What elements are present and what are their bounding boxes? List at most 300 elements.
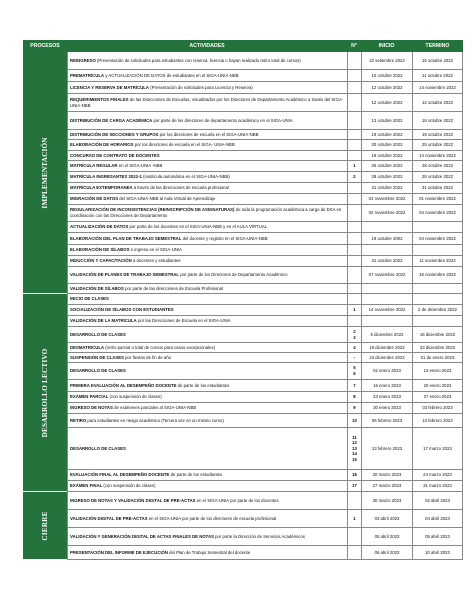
activity-cell [67, 284, 347, 293]
week-number [347, 343, 361, 352]
calendar-table [23, 52, 463, 560]
end-date: 18 octubre 2022 [412, 112, 463, 129]
table-row [67, 151, 463, 161]
activity-detail: del docente y registro en el SIGA-UNIA-NBB [181, 235, 268, 241]
activity-detail: en el SIGA-UNIA por parte de los docentes [195, 497, 279, 503]
end-date: 05 abril 2023 [412, 528, 463, 545]
week-number [347, 94, 361, 111]
week-number-value: 7 [353, 382, 356, 388]
week-number [347, 294, 361, 304]
week-number [347, 353, 361, 362]
end-date: 23 diciembre 2022 [412, 343, 463, 352]
activity-detail: del Plan de Trabajo Semestral del docente [167, 549, 251, 555]
process-desarrollo [23, 294, 67, 492]
week-number [347, 528, 361, 545]
activity-title: DISTRIBUCIÓN DE SECCIONES Y GRUPOS [70, 131, 159, 137]
academic-calendar-page [23, 40, 463, 600]
activity-title: REQUERIMIENTOS FINALES [70, 96, 129, 102]
table-row [67, 510, 463, 528]
activity-title: MATRÍCULA INGRESANTES 2022-1 [70, 174, 142, 180]
table-row [67, 428, 463, 470]
activity-detail: de exámenes parciales al SIGA-UNIA-NBB [112, 405, 197, 411]
activity-text [70, 73, 239, 79]
table-row [67, 546, 463, 560]
activity-cell [67, 52, 347, 69]
activity-detail: por las Direcciones de Escuela en el SIGA-UNIA [136, 318, 231, 324]
activity-text [70, 132, 259, 138]
activity-text [70, 318, 231, 324]
activity-text [70, 383, 229, 389]
activity-detail: de toda la programación académica a cargo de DSA en coordinación con las Direcciones de Departamento [70, 207, 342, 218]
activity-text [70, 405, 196, 411]
end-date: 14 noviembre 2022 [412, 151, 463, 160]
activity-title: PRESENTACIÓN DEL INFORME DE EJECUCIÓN [70, 549, 168, 555]
activity-text [70, 345, 215, 351]
process-label: IMPLEMENTACIÓN [41, 136, 49, 209]
activity-cell [67, 528, 347, 545]
end-date: 01 de enero 2023 [412, 353, 463, 362]
activity-cell [67, 428, 347, 469]
start-date [361, 294, 412, 304]
start-date: 02 noviembre 2022 [361, 205, 412, 221]
activity-title: LICENCIA Y RESERVA DE MATRÍCULA [70, 84, 150, 90]
activity-title: ELABORACIÓN DE HORARIOS [70, 142, 134, 148]
activity-cell [67, 492, 347, 509]
end-date: 28 octubre 2022 [412, 172, 463, 182]
start-date: 24 diciembre 2022 [361, 353, 412, 362]
table-row [67, 140, 463, 151]
start-date: 31 octubre 2022 [361, 256, 412, 266]
activity-cell [67, 403, 347, 413]
week-number-value: 2 3 [353, 328, 356, 340]
week-number [347, 305, 361, 315]
week-number [347, 481, 361, 491]
activity-cell [67, 316, 347, 326]
week-number [347, 172, 361, 182]
activity-detail: por parte la Dirección de Servicios Académicos [213, 533, 305, 539]
end-date: 12 octubre 2022 [412, 94, 463, 111]
end-date: 19 octubre 2022 [412, 130, 463, 139]
start-date: 22 setiembre 2022 [361, 52, 412, 69]
table-row [67, 130, 463, 140]
activity-text [70, 118, 293, 124]
activity-cell [67, 70, 347, 81]
table-row [67, 222, 463, 233]
end-date: 31 octubre 2022 [412, 183, 463, 193]
activity-title: REGULARIZACIÓN DE INCONSISTENCIAS (REINSCRIPCIÓN DE ASIGNATURAS) [70, 207, 235, 213]
activity-title: REINGRESO [70, 57, 96, 63]
activity-cell [67, 233, 347, 244]
end-date: 04 noviembre 2022 [412, 233, 463, 244]
start-date: 19 octubre 2022 [361, 130, 412, 139]
activity-text [70, 534, 305, 540]
week-number [347, 183, 361, 193]
start-date: 16 enero 2023 [361, 380, 412, 391]
activity-cell [67, 112, 347, 129]
activity-title: INICIO DE CLASES [70, 296, 109, 302]
activity-title: EXÁMEN FINAL [70, 483, 103, 489]
activity-text [70, 174, 230, 180]
end-date: 02 abril 2023 [412, 492, 463, 509]
end-date: 15 octubre 2022 [412, 52, 463, 69]
week-number [347, 82, 361, 93]
activity-text [70, 483, 156, 489]
activity-detail: (Presentación de solicitudes para Licencia y Reserva) [149, 84, 253, 90]
activity-cell [67, 245, 347, 255]
activity-cell [67, 267, 347, 283]
end-date: 03 febrero 2023 [412, 403, 463, 413]
activity-title: MATRÍCULA REGULAR [70, 163, 118, 169]
start-date: 19 diciembre 2022 [361, 343, 412, 352]
activity-cell [67, 256, 347, 266]
table-header [23, 40, 463, 52]
week-number-value: 8 [353, 394, 356, 400]
start-date: 19 octubre 2002 [361, 233, 412, 244]
start-date: 10 octubre 2022 [361, 70, 412, 81]
activity-detail: por parte de los directores de departamento académico en el SIGA-UNIA [152, 117, 293, 123]
week-number [347, 363, 361, 379]
activity-text [70, 185, 229, 191]
activity-text [70, 142, 235, 148]
activity-cell [67, 481, 347, 491]
table-row [67, 380, 463, 392]
activity-cell [67, 305, 347, 315]
activity-text [70, 224, 267, 230]
week-number-value: 16 [352, 472, 357, 478]
activity-cell [67, 510, 347, 527]
header-procesos: PROCESOS [30, 43, 60, 49]
start-date: 06 febrero 2023 [361, 414, 412, 427]
start-date: 13 febrero 2023 [361, 428, 412, 469]
table-row [67, 172, 463, 183]
activity-detail: en el SIGA-UNIA -NBB [117, 163, 163, 169]
activity-detail: de parte de los estudiantes [176, 382, 230, 388]
process-label: DESARROLLO LECTIVO [41, 348, 49, 437]
week-number [347, 130, 361, 139]
end-date: 16 diciembre 2022 [412, 327, 463, 342]
start-date: 31 octubre 2022 [361, 183, 412, 193]
week-number-value: 1 [353, 163, 356, 169]
activity-text [70, 272, 287, 278]
activity-detail: por los directores de escuela en el SIGA- UNIA-NBB [133, 142, 235, 148]
activity-title: VALIDACIÓN DE LA MATRÍCULA [70, 318, 137, 324]
activity-text [70, 236, 268, 242]
start-date: 30 enero 2023 [361, 403, 412, 413]
activity-title: ACTUALIZACIÓN DE DATOS [70, 224, 129, 230]
start-date: 5 diciembre 2022 [361, 327, 412, 342]
activity-cell [67, 205, 347, 221]
start-date: 12 octubre 2022 [361, 94, 412, 111]
table-row [67, 256, 463, 267]
header-termino: TERMINO [425, 43, 450, 49]
end-date: 17 marzo 2023 [412, 428, 463, 469]
table-row [67, 363, 463, 380]
activity-cell [67, 546, 347, 559]
week-number [347, 194, 361, 204]
activity-detail: (retiro parcial o total de cursos para casos excepcionales) [104, 344, 216, 350]
activity-title: VALIDACIÓN DIGITAL DE PRE-ACTAS [70, 515, 148, 521]
activity-detail: por los directores de escuela en el SIGA-UNIA-NBB [158, 131, 259, 137]
process-label: CIERRE [41, 510, 49, 541]
week-number [347, 112, 361, 129]
table-row [67, 492, 463, 510]
activity-title: VALIDACIÓN Y GENERACIÓN DIGITAL DE ACTAS FINALES DE NOTAS [70, 533, 214, 539]
activity-title: DISTRIBUCIÓN DE CARGA ACADÉMICA [70, 117, 153, 123]
activity-text [70, 516, 276, 522]
table-row [67, 205, 463, 222]
activity-detail: a docentes y estudiantes [131, 258, 181, 264]
week-number-value: 5 6 [353, 365, 356, 376]
week-number-value: 2 [353, 174, 356, 180]
start-date: 12 octubre 2022 [361, 82, 412, 93]
activity-cell [67, 392, 347, 402]
week-number-value: 17 [352, 483, 357, 489]
start-date: 13 octubre 2022 [361, 112, 412, 129]
activity-detail: por parte de las direcciones de Escuela Profesional [123, 285, 223, 291]
week-number [347, 414, 361, 427]
activity-detail: e ingreso en el SIGA-UNIA [129, 247, 182, 253]
start-date: 03 abril 2023 [361, 510, 412, 527]
activity-detail: por fiestas de fin de año [123, 354, 172, 360]
table-row [67, 392, 463, 403]
table-row [67, 267, 463, 284]
activity-cell [67, 140, 347, 150]
table-row [67, 528, 463, 546]
activity-cell [67, 343, 347, 352]
table-row [67, 353, 463, 363]
week-number [347, 140, 361, 150]
table-row [67, 305, 463, 316]
end-date: 18 noviembre 2022 [412, 267, 463, 283]
week-number-value: 9 [353, 405, 356, 411]
week-number [347, 403, 361, 413]
activity-title: PREMATRÍCULA [70, 72, 105, 78]
table-row [67, 403, 463, 414]
activity-title: DESMATRICULA [70, 344, 105, 350]
start-date: 05 abril 2023 [361, 528, 412, 545]
end-date: 31 marzo 2023 [412, 481, 463, 491]
activity-cell [67, 151, 347, 160]
week-number [347, 233, 361, 244]
activity-detail: de las Direcciones de Escuelas, visualizados por los Directores de Departamento Académico a través del SIGA-UNIA-NBB [70, 96, 344, 108]
end-date: 24 marzo 2023 [412, 470, 463, 480]
start-date: 07 noviembre 2022 [361, 267, 412, 283]
activity-text [70, 472, 222, 478]
week-number [347, 428, 361, 469]
activity-detail: de parte de los estudiantes [169, 472, 223, 478]
activity-text [70, 296, 109, 302]
week-number [347, 222, 361, 232]
activity-detail: (con suspensión de clases) [102, 483, 156, 489]
activity-title: DESARROLLO DE CLASES [70, 368, 126, 374]
start-date: 20 marzo 2023 [361, 470, 412, 480]
activity-cell [67, 130, 347, 139]
activity-cell [67, 294, 347, 304]
activity-cell [67, 82, 347, 93]
process-cierre [23, 492, 67, 560]
activity-cell [67, 327, 347, 342]
week-number [347, 470, 361, 480]
activity-text [70, 196, 215, 202]
activity-cell [67, 380, 347, 391]
table-row [67, 327, 463, 343]
activity-title: DESARROLLO DE CLASES [70, 331, 126, 337]
activity-text [70, 207, 345, 218]
table-row [67, 161, 463, 172]
table-row [67, 112, 463, 130]
activity-text [70, 97, 345, 108]
week-number-value: 11 12 13 14 15 [352, 434, 357, 462]
table-row [67, 194, 463, 205]
start-date: 19 octubre 2022 [361, 151, 412, 160]
week-number [347, 284, 361, 293]
activity-detail: en el SIGA-UNIA por parte de los directores de escuela profesional [147, 515, 277, 521]
activity-cell [67, 363, 347, 379]
process-column [23, 52, 67, 560]
header-actividades: ACTIVIDADES [189, 43, 225, 49]
activity-detail: y ACTUALIZACIÓN DE DATOS de estudiantes en el SIGA-UNIA-NBB [104, 72, 239, 78]
process-implementacion [23, 52, 67, 294]
activity-detail: (con suspensión de clases) [108, 394, 162, 400]
end-date: 27 enero 2023 [412, 392, 463, 402]
activity-detail: por parte de los Directores de Departamento Académico [179, 272, 288, 278]
activity-text [70, 355, 171, 361]
week-number [347, 256, 361, 266]
start-date: 20 octubre 2022 [361, 140, 412, 150]
week-number [347, 205, 361, 221]
activity-text [70, 550, 250, 556]
start-date: 26 octubre 2022 [361, 161, 412, 171]
activity-title: RETIRO [70, 417, 87, 423]
activity-text [70, 286, 223, 292]
header-number: N° [351, 43, 357, 49]
activity-detail: (Presentación de solicitudes para estudiantes con reserva, licencia o hayan realizado retiro total de cursos) [95, 57, 301, 63]
activity-detail: a través de las direcciones de escuela profesional [132, 185, 229, 191]
table-row [67, 294, 463, 305]
end-date: 04 abril 2023 [412, 510, 463, 527]
activity-title: CONCURSO DE CONTRATO DE DOCENTES [70, 152, 160, 158]
activity-text [70, 58, 301, 64]
end-date: 20 enero 2023 [412, 380, 463, 391]
activity-title: MATRÍCULA EXTEMPORANEA [70, 185, 133, 191]
end-date [412, 222, 463, 232]
activity-cell [67, 161, 347, 171]
activity-cell [67, 183, 347, 193]
week-number [347, 245, 361, 255]
activity-rows [67, 52, 463, 560]
table-row [67, 481, 463, 492]
end-date: 28 octubre 2022 [412, 161, 463, 171]
end-date [412, 294, 463, 304]
activity-title: INGRESO DE NOTAS [70, 405, 113, 411]
end-date: 14 noviembre 2022 [412, 82, 463, 93]
activity-text [70, 247, 182, 253]
table-row [67, 343, 463, 353]
start-date: 01 noviembre 2022 [361, 194, 412, 204]
table-row [67, 183, 463, 194]
start-date: 27 marzo 2023 [361, 481, 412, 491]
table-row [67, 414, 463, 428]
activity-cell [67, 194, 347, 204]
end-date [412, 316, 463, 326]
start-date: 23 enero 2023 [361, 392, 412, 402]
activity-title: SOCIALIZACIÓN DE SÍLABOS CON ESTUDIANTES [70, 307, 174, 313]
week-number [347, 267, 361, 283]
week-number [347, 546, 361, 559]
activity-title: ELABORACIÓN DE SÍLABOS [70, 247, 130, 253]
end-date [412, 245, 463, 255]
activity-title: PRIMERA EVALUACIÓN AL DESEMPEÑO DOCENTE [70, 382, 177, 388]
table-row [67, 245, 463, 256]
week-number [347, 161, 361, 171]
week-number [347, 492, 361, 509]
activity-title: INDUCCIÓN Y CAPACITACIÓN [70, 258, 132, 264]
activity-detail: para estudiantes en riesgo académico (Tercera vez en un mismo curso) [86, 417, 224, 423]
week-number [347, 510, 361, 527]
table-row [67, 233, 463, 245]
end-date: 10 abril 2023 [412, 546, 463, 559]
table-row [67, 94, 463, 112]
activity-title: INGRESO DE NOTAS Y VALIDACIÓN DIGITAL DE PRE-ACTAS [70, 497, 196, 503]
start-date: 02 enero 2023 [361, 363, 412, 379]
activity-cell [67, 470, 347, 480]
week-number [347, 392, 361, 402]
table-row [67, 284, 463, 294]
table-row [67, 52, 463, 70]
end-date: 2 de diciembre 2022 [412, 305, 463, 315]
activity-text [70, 446, 126, 452]
table-row [67, 82, 463, 94]
start-date [361, 222, 412, 232]
end-date: 01 noviembre 2022 [412, 194, 463, 204]
week-number [347, 316, 361, 326]
activity-title: VALIDACIÓN DE SÍLABOS [70, 285, 124, 291]
activity-detail: del SIGA-UNIA-NBB al Aula Virtual de Aprendizaje [118, 196, 216, 202]
activity-title: ELABORACIÓN DEL PLAN DE TRABAJO SEMESTRAL [70, 235, 182, 241]
activity-title: MIGRACIÓN DE DATOS [70, 196, 119, 202]
end-date: 25 octubre 2022 [412, 140, 463, 150]
activity-cell [67, 222, 347, 232]
start-date: 06 abril 2023 [361, 546, 412, 559]
activity-text [70, 498, 279, 504]
week-number [347, 52, 361, 69]
activity-cell [67, 94, 347, 111]
activity-cell [67, 172, 347, 182]
end-date: 13 enero 2023 [412, 363, 463, 379]
activity-text [70, 307, 174, 313]
start-date [361, 284, 412, 293]
week-number-value: - [353, 354, 356, 360]
end-date [412, 284, 463, 293]
start-date: 30 marzo 2023 [361, 492, 412, 509]
activity-cell [67, 353, 347, 362]
header-inicio: INICIO [378, 43, 395, 49]
activity-title: EVALUACIÓN FINAL AL DESEMPEÑO DOCENTE [70, 472, 170, 478]
activity-text [70, 85, 253, 91]
activity-title: SUSPENSIÓN DE CLASES [70, 354, 124, 360]
activity-text [70, 368, 126, 374]
week-number-value: 10 [352, 417, 357, 423]
activity-text [70, 418, 224, 424]
activity-detail: (matrícula automática en el SIGA-UNIA-NBB) [141, 174, 230, 180]
week-number [347, 380, 361, 391]
week-number-value: 1 [353, 515, 356, 521]
activity-detail: por parte de los docentes en el SIGA-UNIA-NBB y en el AULA VIRTUAL [128, 224, 268, 230]
week-number [347, 70, 361, 81]
week-number [347, 151, 361, 160]
start-date: 14 noviembre 2022 [361, 305, 412, 315]
activity-text [70, 394, 162, 400]
